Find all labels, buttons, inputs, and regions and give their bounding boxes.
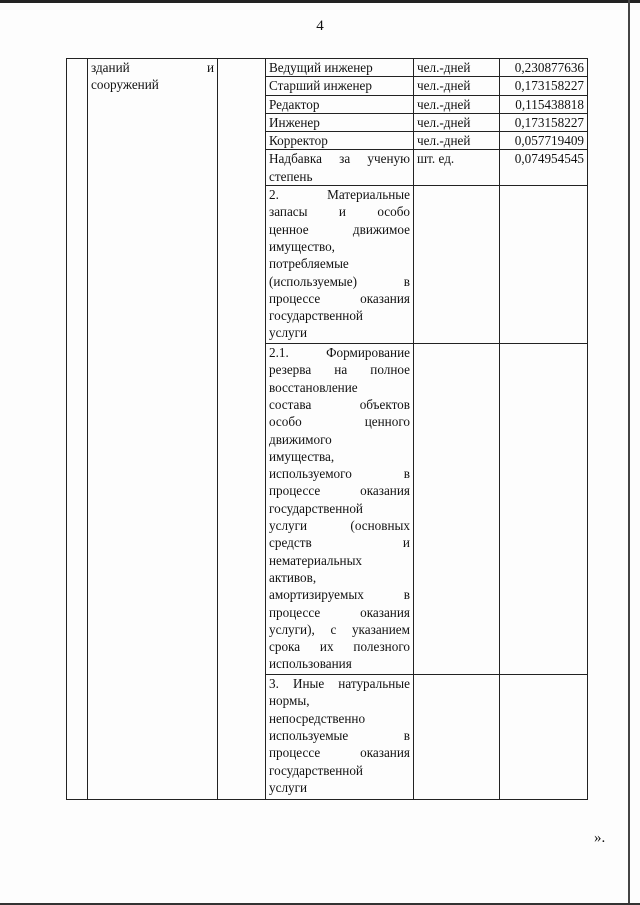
object-type-line: сооружений — [91, 77, 159, 93]
value-cell: 0,173158227 — [500, 77, 588, 95]
text-line: активов, — [269, 569, 317, 585]
text-line: непосредственно — [269, 710, 366, 726]
value-cell: 0,074954545 — [500, 150, 588, 186]
text-line: имущество, — [269, 238, 335, 254]
text-line: используемого в — [269, 466, 410, 482]
text-line: услуги — [269, 779, 308, 795]
text-line: запасы и особо — [269, 204, 410, 220]
value-cell: 0,173158227 — [500, 113, 588, 131]
text-line: нормы, — [269, 693, 310, 709]
text-line: нематериальных — [269, 552, 363, 568]
staff-name-cell: Ведущий инженер — [266, 59, 414, 77]
unit-cell: чел.-дней — [414, 113, 500, 131]
text-line: услуги (основных — [269, 518, 410, 534]
unit-cell: чел.-дней — [414, 95, 500, 113]
staff-name-cell: Старший инженер — [266, 77, 414, 95]
value-cell — [500, 186, 588, 344]
staff-name-cell — [266, 150, 414, 186]
text-line: используемые в — [269, 727, 410, 743]
text-line: имущества, — [269, 448, 335, 464]
text-line: Надбавка за ученую — [269, 151, 410, 167]
unit-cell: шт. ед. — [414, 150, 500, 186]
unit-cell — [414, 675, 500, 800]
unit-cell — [414, 186, 500, 344]
unit-cell: чел.-дней — [414, 77, 500, 95]
text-line: государственной — [269, 500, 363, 516]
text-line: процессе оказания — [269, 483, 410, 499]
text-line: движимого — [269, 431, 332, 447]
object-type-word: зданий — [91, 60, 130, 75]
value-cell — [500, 675, 588, 800]
text-line: степень — [269, 168, 313, 184]
text-line: потребляемые — [269, 256, 349, 272]
staff-name-cell: Редактор — [266, 95, 414, 113]
table-row — [67, 59, 588, 77]
text-line: средств и — [269, 535, 410, 551]
unit-cell — [414, 344, 500, 675]
page-right-border — [628, 0, 630, 905]
norms-table — [66, 58, 588, 800]
text-line: государственной — [269, 762, 363, 778]
value-cell: 0,057719409 — [500, 132, 588, 150]
section-text-cell — [266, 344, 414, 675]
object-type-conj: и — [206, 60, 214, 75]
unit-cell: чел.-дней — [414, 59, 500, 77]
value-cell: 0,115438818 — [500, 95, 588, 113]
closing-quote: ». — [594, 830, 606, 846]
section-text-cell — [266, 186, 414, 344]
text-line: (используемые) в — [269, 273, 410, 289]
page-number: 4 — [316, 18, 324, 34]
text-line: восстановление — [269, 379, 358, 395]
text-line: услуги), с указанием — [269, 621, 410, 637]
text-line: процессе оказания — [269, 604, 410, 620]
text-line: государственной — [269, 308, 363, 324]
text-line: ценное движимое — [269, 221, 410, 237]
object-type-cell — [88, 59, 218, 800]
section-text-cell — [266, 675, 414, 800]
text-line: 2. Материальные — [269, 187, 410, 203]
empty-cell — [218, 59, 266, 800]
text-line: срока их полезного — [269, 639, 410, 655]
object-type-line — [91, 59, 214, 76]
text-line: услуги — [269, 325, 308, 341]
text-line: состава объектов — [269, 396, 410, 412]
text-line: амортизируемых в — [269, 587, 410, 603]
text-line: 2.1. Формирование — [269, 345, 410, 361]
text-line: резерва на полное — [269, 362, 410, 378]
text-line: особо ценного — [269, 414, 410, 430]
text-line: процессе оказания — [269, 290, 410, 306]
text-line: использования — [269, 656, 352, 672]
unit-cell: чел.-дней — [414, 132, 500, 150]
page-top-border — [0, 0, 640, 3]
row-number-cell — [67, 59, 88, 800]
text-line: процессе оказания — [269, 745, 410, 761]
value-cell: 0,230877636 — [500, 59, 588, 77]
staff-name-cell: Инженер — [266, 113, 414, 131]
staff-name-cell: Корректор — [266, 132, 414, 150]
value-cell — [500, 344, 588, 675]
text-line: 3. Иные натуральные — [269, 676, 410, 692]
